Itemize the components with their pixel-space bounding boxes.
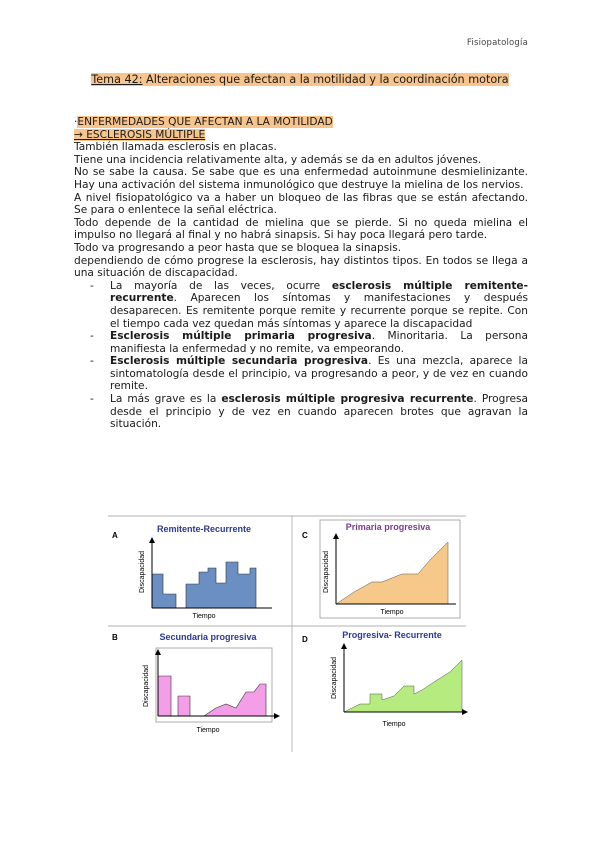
list-item: - Esclerosis múltiple primaria progresiva. Minoritaria. La persona manifiesta la enfermedad y no remite, va empeorando. — [110, 330, 528, 355]
paragraph: Todo va progresando a peor hasta que se bloquea la sinapsis. — [74, 241, 402, 254]
list-item: - Esclerosis múltiple secundaria progresiva. Es una mezcla, aparece la sintomatología desde el principio, va progresando a peor, y de vez en cuando remite. — [110, 355, 528, 393]
paragraph: También llamada esclerosis en placas. — [74, 141, 277, 154]
x-axis-label: Tiempo — [196, 727, 220, 734]
x-axis-label: Tiempo — [382, 721, 406, 728]
list-item: - La mayoría de las veces, ocurre esclerosis múltiple remitente-recurrente. Aparecen los síntomas y manifestaciones y después desaparecen. Es remitente porque remite y recurrente porque se repite. Con el tiempo cada vez quedan más síntomas y aparece la discapacidad — [110, 280, 528, 330]
paragraph: No se sabe la causa. Se sabe que es una enfermedad autoinmune desmielinizante. Hay una activación del sistema inmunológico que destruye la mielina de los nervios. — [74, 166, 528, 191]
paragraph: A nivel fisiopatológico va a haber un bloqueo de las fibras que se están afectando. Se para o enlentece la señal eléctrica. — [74, 191, 528, 217]
document-body: ·ENFERMEDADES QUE AFECTAN A LA MOTILIDAD → ESCLEROSIS MÚLTIPLE También llamada esclerosis en placas. Tiene una incidencia relativamente alta, y además se da en adultos jóvenes. No se sabe la causa. Se sabe que es una enfermedad autoinmune desmielinizante. Hay una activación del sistema inmunológico que destruye la mielina de los nervios. A nivel fisiopatológico va a haber un bloqueo de las fibras que se están afectando. Se para o enlentece la señal eléctrica. Todo depende de la cantidad de mielina que se pierde. Si no queda mielina el impulso no llegará al final y no habrá sinapsis. Si hay poca llegará pero tarde. Todo va progresando a peor hasta que se bloquea la sinapsis. dependiendo de cómo progrese la esclerosis, hay distintos tipos. En todos se llega a una situación de discapacidad. - La mayoría de las veces, ocurre esclerosis múltiple remitente-recurrente. Aparecen los síntomas y manifestaciones y después desaparecen. Es remitente porque remite y recurrente porque se repite. Con el tiempo cada vez quedan más síntomas y aparece la discapacidad - Esclerosis múltiple primaria progresiva. Minoritaria. La persona manifiesta la enfermedad y no remite, va empeorando. - Esclerosis múltiple secundaria progresiva. Es una mezcla, aparece la sintomatología desde el principio, va progresando a peor, y de vez en cuando remite. - La más grave es la esclerosis múltiple progresiva recurrente. Progresa desde el principio y de vez en cuando aparecen brotes que agravan la situación. — [74, 116, 528, 431]
panel-title: Progresiva- Recurrente — [342, 630, 442, 640]
area-series — [152, 562, 256, 608]
y-axis-label: Discapacidad — [331, 656, 338, 700]
ms-types-figure — [104, 512, 470, 752]
panel-letter: A — [112, 531, 118, 540]
section-heading: ENFERMEDADES QUE AFECTAN A LA MOTILIDAD — [77, 116, 333, 128]
panel-d — [302, 630, 468, 728]
area-series — [158, 676, 266, 716]
panel-title: Secundaria progresiva — [159, 632, 257, 642]
page-header-subject: Fisiopatología — [466, 38, 528, 48]
panel-letter: C — [302, 531, 308, 540]
panel-b — [112, 632, 280, 734]
y-axis-label: Discapacidad — [323, 550, 330, 594]
x-axis-label: Tiempo — [380, 609, 404, 616]
title-prefix: Tema 42: — [91, 73, 143, 86]
area-series — [336, 542, 448, 604]
section-subheading: → ESCLEROSIS MÚLTIPLE — [74, 128, 206, 141]
types-list — [74, 280, 528, 431]
x-axis-label: Tiempo — [192, 613, 216, 620]
paragraph: Tiene una incidencia relativamente alta, y además se da en adultos jóvenes. — [74, 153, 482, 166]
panel-c — [302, 520, 460, 618]
page-title — [75, 72, 525, 87]
panel-title: Primaria progresiva — [345, 522, 431, 532]
y-axis-label: Discapacidad — [139, 550, 146, 594]
panel-letter: B — [112, 633, 118, 642]
panel-title: Remitente-Recurrente — [156, 524, 252, 534]
area-series — [344, 660, 462, 712]
panel-a — [112, 524, 272, 620]
panel-letter: D — [302, 635, 308, 644]
list-item: - La más grave es la esclerosis múltiple progresiva recurrente. Progresa desde el principio y de vez en cuando aparecen brotes que agravan la situación. — [110, 393, 528, 431]
title-highlight — [91, 73, 508, 86]
paragraph: Todo depende de la cantidad de mielina que se pierde. Si no queda mielina el impulso no llegará al final y no habrá sinapsis. Si hay poca llegará pero tarde. — [74, 216, 528, 242]
title-text: Alteraciones que afectan a la motilidad y la coordinación motora — [142, 73, 509, 86]
y-axis-label: Discapacidad — [143, 664, 150, 708]
paragraph: dependiendo de cómo progrese la esclerosis, hay distintos tipos. En todos se llega a una situación de discapacidad. — [74, 254, 528, 280]
